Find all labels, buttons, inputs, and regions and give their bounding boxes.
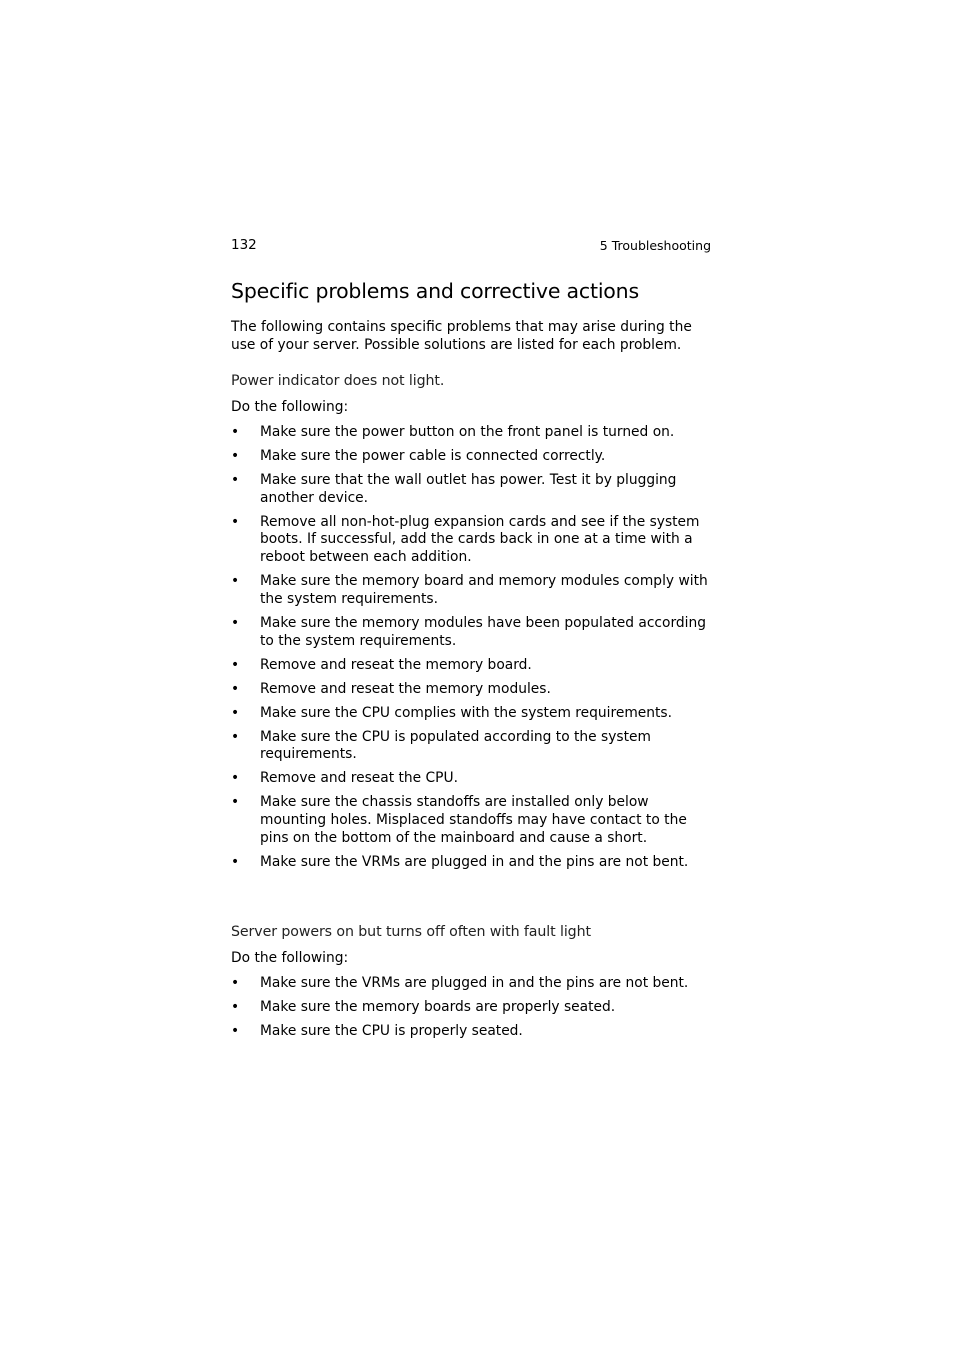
bullet-icon: •	[231, 794, 240, 811]
bullet-icon: •	[231, 448, 240, 464]
list-item	[231, 424, 711, 442]
list-item-text: Make sure the CPU is populated according to the system requirements.	[260, 728, 651, 763]
chapter-title: 5 Troubleshooting	[599, 238, 711, 253]
list-item	[231, 472, 711, 507]
list-item-text: Remove and reseat the memory board.	[260, 656, 532, 673]
list-item-text: Make sure that the wall outlet has power. Test it by plugging another device.	[260, 472, 677, 506]
intro-paragraph: The following contains specific problems that may arise during the use of your server. Possible solutions are listed for each problem.	[231, 319, 692, 353]
section-server-powers-off	[231, 924, 711, 1047]
bullet-icon: •	[231, 975, 240, 991]
list-item-text: Remove and reseat the memory modules.	[260, 680, 551, 697]
list-item	[231, 770, 711, 788]
list-item	[231, 854, 711, 872]
page-number: 132	[231, 237, 257, 253]
list-item-text: Make sure the chassis standoffs are installed only below mounting holes. Misplaced standoffs may have contact to the pins on the bottom of the mainboard and cause a short.	[260, 794, 687, 846]
page-header	[231, 236, 711, 256]
list-item	[231, 615, 711, 650]
list-item-text: Remove all non-hot-plug expansion cards and see if the system boots. If successful, add the cards back in one at a time with a reboot between each addition.	[260, 513, 700, 566]
document-page	[231, 236, 711, 1039]
list-item	[231, 975, 711, 993]
list-item-text: Make sure the VRMs are plugged in and the pins are not bent.	[260, 975, 689, 991]
bullet-icon: •	[231, 573, 240, 590]
list-item	[231, 729, 711, 764]
bullet-icon: •	[231, 614, 240, 631]
list-item	[231, 999, 711, 1017]
list-item	[231, 514, 711, 567]
list-item-text: Remove and reseat the CPU.	[260, 770, 458, 787]
list-item-text: Make sure the memory board and memory modules comply with the system requirements.	[260, 573, 708, 607]
list-item	[231, 657, 711, 675]
list-item	[231, 1023, 711, 1041]
list-item-text: Make sure the power button on the front panel is turned on.	[260, 424, 675, 440]
section-title: Power indicator does not light.	[231, 373, 445, 389]
bullet-icon: •	[231, 704, 240, 721]
bullet-list	[231, 975, 711, 1041]
bullet-icon: •	[231, 770, 240, 787]
bullet-icon: •	[231, 513, 240, 530]
section-lead: Do the following:	[231, 950, 349, 966]
list-item-text: Make sure the memory modules have been populated according to the system requirements.	[260, 614, 706, 649]
page-title: Specific problems and corrective actions	[231, 279, 639, 303]
list-item-text: Make sure the power cable is connected correctly.	[260, 448, 606, 464]
bullet-icon: •	[231, 999, 240, 1015]
section-title: Server powers on but turns off often with fault light	[231, 924, 591, 940]
bullet-icon: •	[231, 853, 240, 870]
list-item	[231, 794, 711, 847]
list-item-text: Make sure the CPU complies with the system requirements.	[260, 704, 672, 721]
list-item	[231, 705, 711, 723]
section-lead: Do the following:	[231, 399, 349, 415]
list-item-text: Make sure the CPU is properly seated.	[260, 1023, 523, 1039]
section-power-indicator	[231, 373, 711, 878]
bullet-icon: •	[231, 424, 240, 440]
list-item	[231, 573, 711, 608]
bullet-list	[231, 424, 711, 871]
list-item	[231, 448, 711, 466]
bullet-icon: •	[231, 656, 240, 673]
bullet-icon: •	[231, 728, 240, 745]
list-item-text: Make sure the VRMs are plugged in and the pins are not bent.	[260, 853, 689, 870]
list-item	[231, 681, 711, 699]
bullet-icon: •	[231, 472, 240, 488]
list-item-text: Make sure the memory boards are properly seated.	[260, 999, 616, 1015]
bullet-icon: •	[231, 680, 240, 697]
bullet-icon: •	[231, 1023, 240, 1039]
